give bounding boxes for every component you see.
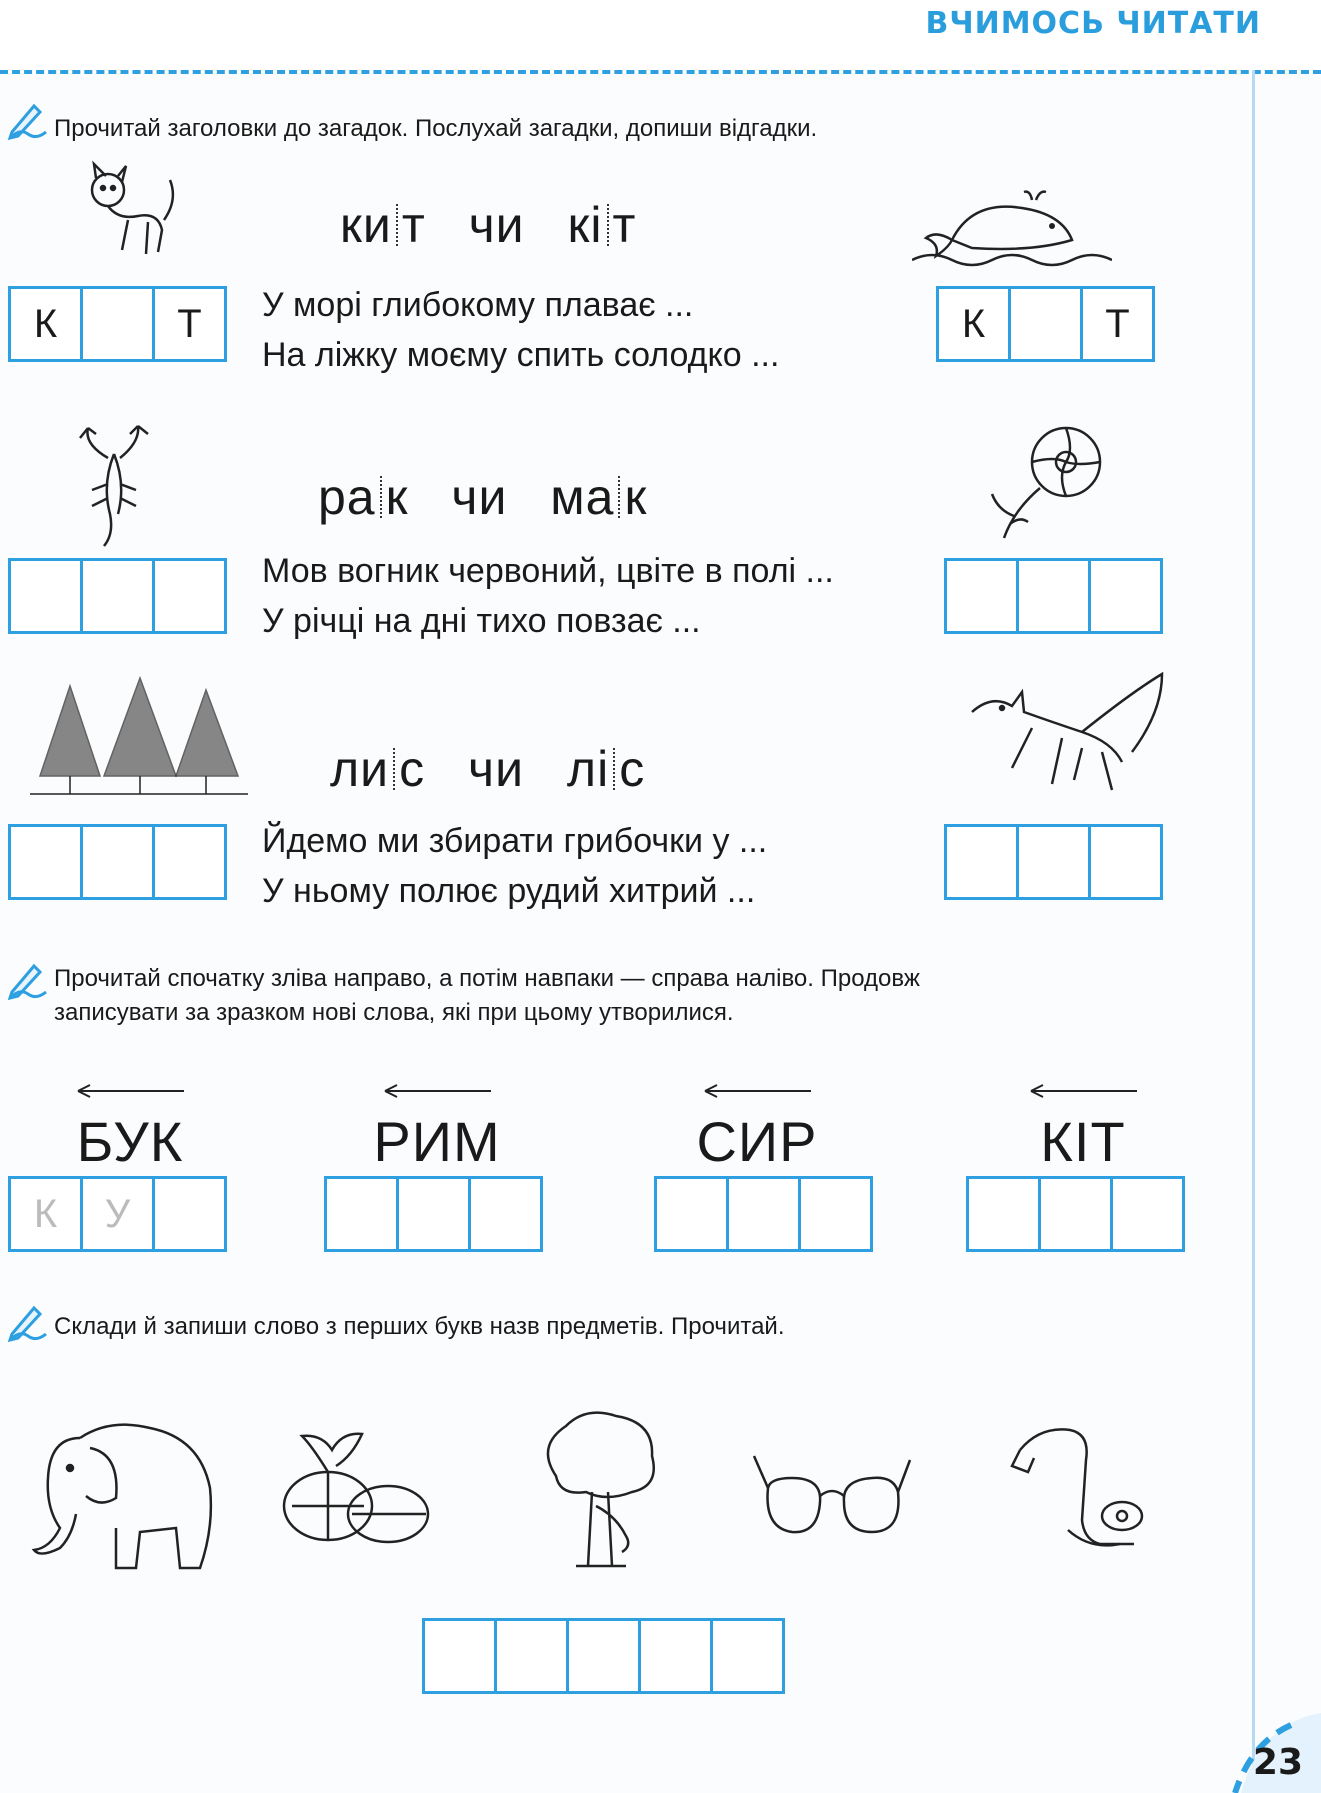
answer-boxes-word[interactable] — [422, 1618, 785, 1694]
whale-picture — [912, 190, 1112, 270]
answer-boxes-kit[interactable] — [966, 1176, 1185, 1252]
answer-box[interactable] — [801, 1179, 870, 1249]
divider-mark — [380, 476, 382, 518]
instruction-line: записувати за зразком нові слова, які при цьому утворилися. — [54, 999, 734, 1026]
word-part: т — [612, 197, 637, 253]
divider-mark — [607, 204, 609, 246]
crayfish-picture — [74, 424, 154, 548]
divider-mark — [618, 476, 620, 518]
answer-box[interactable] — [155, 827, 224, 897]
answer-box[interactable] — [497, 1621, 569, 1691]
left-arrow-icon — [701, 1084, 813, 1098]
answer-boxes-syr[interactable] — [654, 1176, 873, 1252]
answer-box[interactable] — [1019, 561, 1091, 631]
word-part: лі — [566, 741, 610, 797]
answer-boxes-buk[interactable] — [8, 1176, 227, 1252]
word-part: кі — [567, 197, 603, 253]
answer-box[interactable] — [569, 1621, 641, 1691]
reverse-word-kit — [1022, 1084, 1144, 1174]
answer-box[interactable] — [657, 1179, 729, 1249]
poppy-picture — [984, 420, 1114, 540]
elephant-picture — [20, 1418, 220, 1578]
word-text: БУК — [76, 1110, 184, 1173]
word-part: ра — [318, 469, 376, 525]
page-number: 23 — [1252, 1742, 1303, 1783]
riddle3-title — [330, 740, 645, 798]
divider-mark — [613, 748, 615, 790]
answer-boxes-left[interactable] — [8, 824, 227, 900]
answer-box[interactable] — [1091, 561, 1160, 631]
pencil-icon — [6, 98, 48, 140]
exercise1-instruction: Прочитай заголовки до загадок. Послухай загадки, допиши відгадки. — [54, 115, 818, 142]
answer-box[interactable] — [155, 1179, 224, 1249]
margin-line — [1252, 70, 1293, 1770]
tap-picture — [1000, 1420, 1150, 1550]
riddle1-title — [340, 196, 636, 254]
answer-boxes-left[interactable] — [8, 558, 227, 634]
riddle-line: У морі глибокому плаває ... — [262, 286, 694, 324]
instruction-line: Прочитай спочатку зліва направо, а потім навпаки — справа наліво. Продовж — [54, 965, 920, 992]
answer-box[interactable] — [425, 1621, 497, 1691]
answer-box[interactable] — [969, 1179, 1041, 1249]
separator-word: чи — [468, 197, 525, 253]
answer-box[interactable]: К — [939, 289, 1011, 359]
tree-picture — [536, 1406, 660, 1574]
answer-box[interactable] — [1019, 827, 1091, 897]
answer-box[interactable]: Т — [1105, 301, 1130, 346]
answer-box[interactable]: Т — [177, 301, 202, 346]
pencil-icon — [6, 1300, 48, 1342]
riddle-line: На ліжку моєму спить солодко ... — [262, 336, 780, 374]
answer-box[interactable] — [83, 289, 155, 359]
riddle-line: Мов вогник червоний, цвіте в полі ... — [262, 552, 834, 590]
answer-boxes-right[interactable] — [944, 558, 1163, 634]
answer-box[interactable] — [729, 1179, 801, 1249]
riddle3-lines — [262, 816, 767, 916]
word-part: ли — [330, 741, 390, 797]
word-text: КІТ — [1040, 1110, 1126, 1173]
divider-mark — [393, 748, 395, 790]
riddle2-title — [318, 468, 647, 526]
gooseberry-picture — [272, 1426, 432, 1546]
left-arrow-icon — [381, 1084, 493, 1098]
riddle2-lines — [262, 546, 834, 646]
glasses-picture — [748, 1452, 916, 1538]
answer-boxes-right[interactable] — [936, 286, 1155, 362]
word-part: ма — [550, 469, 615, 525]
answer-boxes-left[interactable] — [8, 286, 227, 362]
cat-picture — [78, 160, 188, 260]
left-arrow-icon — [74, 1084, 186, 1098]
exercise3-instruction: Склади й запиши слово з перших букв назв предметів. Прочитай. — [54, 1313, 785, 1340]
answer-box[interactable] — [1091, 827, 1160, 897]
reverse-word-buk — [70, 1084, 190, 1174]
left-arrow-icon — [1027, 1084, 1139, 1098]
answer-boxes-right[interactable] — [944, 824, 1163, 900]
answer-box[interactable]: К — [11, 289, 83, 359]
riddle1-lines — [262, 280, 779, 380]
answer-box[interactable] — [83, 827, 155, 897]
word-part: ки — [340, 197, 392, 253]
riddle-line: Йдемо ми збирати грибочки у ... — [262, 822, 768, 860]
separator-word: чи — [468, 741, 524, 797]
word-part: к — [385, 469, 409, 525]
word-text: СИР — [696, 1110, 818, 1173]
answer-box[interactable] — [641, 1621, 713, 1691]
page-section-title: ВЧИМОСЬ ЧИТАТИ — [925, 6, 1261, 41]
forest-picture — [30, 676, 248, 796]
word-part: с — [619, 741, 646, 797]
answer-box[interactable] — [327, 1179, 399, 1249]
reverse-word-syr — [690, 1084, 824, 1174]
answer-box[interactable] — [471, 1179, 540, 1249]
fox-picture — [962, 672, 1172, 796]
answer-box[interactable] — [155, 561, 224, 631]
answer-box[interactable] — [1041, 1179, 1113, 1249]
answer-box[interactable] — [713, 1621, 782, 1691]
answer-box[interactable] — [11, 561, 83, 631]
answer-box[interactable] — [399, 1179, 471, 1249]
reverse-word-rym — [370, 1084, 504, 1174]
answer-boxes-rym[interactable] — [324, 1176, 543, 1252]
answer-box[interactable]: У — [83, 1179, 155, 1249]
answer-box[interactable] — [11, 827, 83, 897]
word-part: к — [624, 469, 648, 525]
answer-box[interactable] — [947, 561, 1019, 631]
answer-box[interactable] — [83, 561, 155, 631]
divider-mark — [396, 204, 398, 246]
riddle-line: У ньому полює рудий хитрий ... — [262, 872, 756, 910]
separator-word: чи — [451, 469, 508, 525]
word-text: РИМ — [373, 1110, 501, 1173]
answer-box[interactable] — [947, 827, 1019, 897]
word-part: т — [401, 197, 426, 253]
word-part: с — [399, 741, 426, 797]
pencil-icon — [6, 958, 48, 1000]
answer-box[interactable] — [1011, 289, 1083, 359]
answer-box[interactable] — [1113, 1179, 1182, 1249]
answer-box[interactable]: К — [11, 1179, 83, 1249]
exercise2-instruction — [54, 962, 920, 1030]
riddle-line: У річці на дні тихо повзає ... — [262, 602, 701, 640]
